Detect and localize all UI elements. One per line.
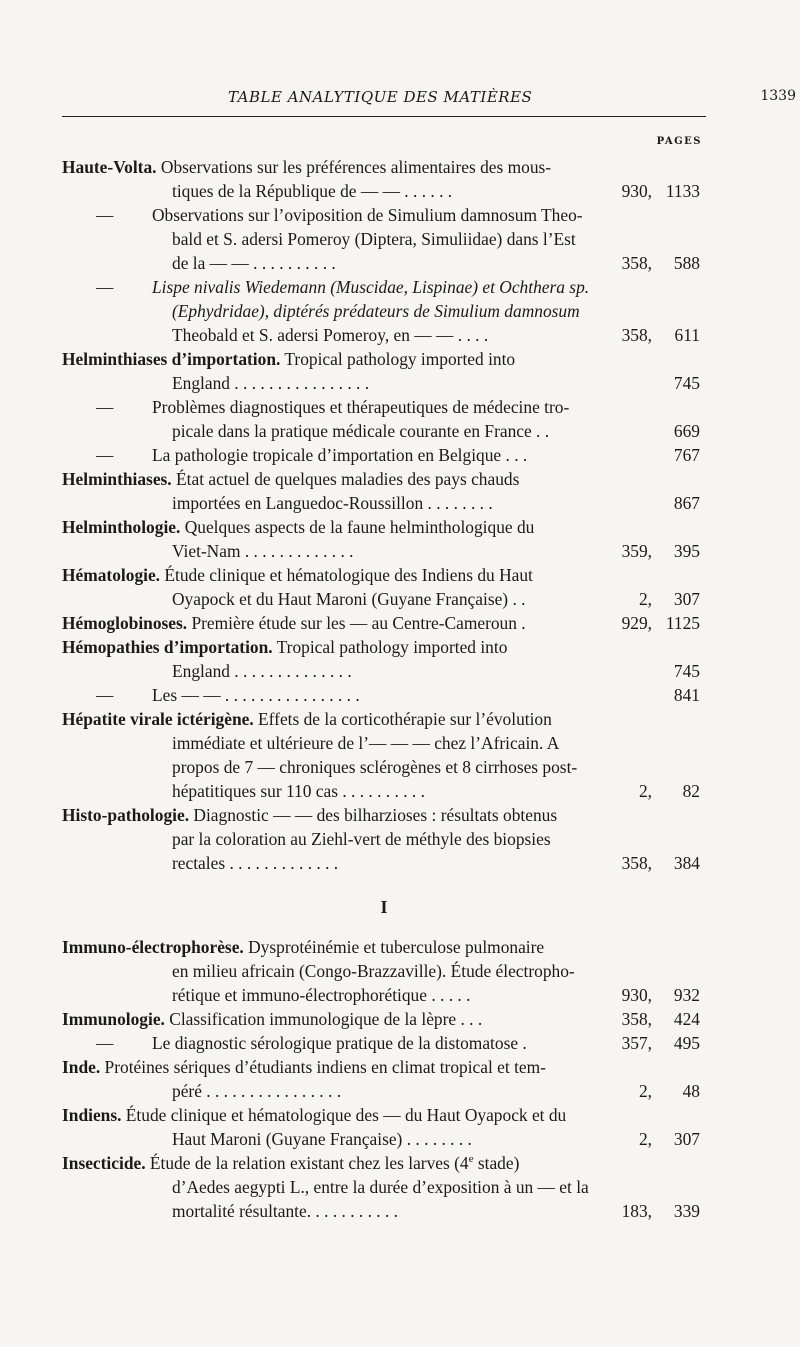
entry-heading: Haute-Volta. [62, 157, 157, 177]
entry-text: importées en Languedoc-Roussillon . . . . . . . . [172, 493, 493, 513]
page-ref: 932 [673, 985, 700, 1005]
index-entry [62, 1007, 706, 1031]
entry-text: d’Aedes aegypti L., entre la durée d’exposition à un — et la [172, 1177, 589, 1197]
index-entry [62, 515, 706, 563]
index-subentry [62, 1031, 706, 1055]
entry-text: Les — — . . . . . . . . . . . . . . . . [152, 685, 360, 705]
page-ref: 357, [621, 1033, 652, 1053]
entry-heading: Indiens. [62, 1105, 122, 1125]
page-ref: 359, [621, 541, 652, 561]
page-ref: 929, [621, 613, 652, 633]
entry-text: Tropical pathology imported into [280, 349, 516, 369]
dash: — [96, 205, 114, 225]
page-ref: 358, [621, 253, 652, 273]
entry-text: Diagnostic — — des bilharzioses : résultats obtenus [189, 805, 558, 825]
index-entry [62, 563, 706, 611]
entry-text: Tropical pathology imported into [272, 637, 508, 657]
header-page-number: 1339 [760, 88, 796, 104]
dash: — [96, 445, 114, 465]
entry-text: picale dans la pratique médicale courante en France . . [172, 421, 550, 441]
superscript: e [468, 1153, 474, 1166]
page-ref: 767 [673, 445, 700, 465]
dash: — [96, 685, 114, 705]
page-ref: 495 [673, 1033, 700, 1053]
page-ref: 930, [621, 985, 652, 1005]
entry-text: rectales . . . . . . . . . . . . . [172, 853, 339, 873]
entry-text: Étude de la relation existant chez les larves (4 [145, 1153, 469, 1173]
entry-text: Theobald et S. adersi Pomeroy, en — — . . . . [172, 325, 489, 345]
dash: — [96, 277, 114, 297]
page-ref: 395 [673, 541, 700, 561]
index-entry [62, 155, 706, 203]
page-ref: 307 [673, 589, 700, 609]
dash: — [96, 397, 114, 417]
entry-text: Haut Maroni (Guyane Française) . . . . . . . . [172, 1129, 472, 1149]
entry-text: Protéines sériques d’étudiants indiens en climat tropical et tem- [100, 1057, 546, 1077]
entry-text: Lispe nivalis Wiedemann (Muscidae, Lispinae) et Ochthera sp. [152, 277, 590, 297]
entry-heading: Hémoglobinoses. [62, 613, 188, 633]
running-header [62, 88, 796, 110]
page-ref: 358, [621, 853, 652, 873]
entry-text: mortalité résultante. . . . . . . . . . . [172, 1201, 399, 1221]
page-ref: 384 [673, 853, 700, 873]
page-ref: 48 [682, 1081, 700, 1101]
page-ref: 867 [673, 493, 700, 513]
entry-text: Quelques aspects de la faune helminthologique du [180, 517, 535, 537]
page-ref: 183, [621, 1201, 652, 1221]
entry-text: La pathologie tropicale d’importation en Belgique . . . [152, 445, 528, 465]
index-entry [62, 707, 706, 803]
index-entry [62, 347, 706, 395]
entry-text: England . . . . . . . . . . . . . . . . [172, 373, 370, 393]
page-ref: 1133 [665, 181, 700, 201]
entry-heading: Helminthiases d’importation. [62, 349, 281, 369]
entry-text: stade) [473, 1153, 520, 1173]
page-ref: 745 [673, 373, 700, 393]
entry-text: (Ephydridae), diptérés prédateurs de Simulium damnosum [172, 301, 580, 321]
entry-text: propos de 7 — chroniques sclérogènes et 8 cirrhoses post- [172, 757, 578, 777]
section-letter: I [380, 897, 388, 917]
index-entry [62, 611, 706, 635]
index-entry [62, 467, 706, 515]
entry-text: Oyapock et du Haut Maroni (Guyane Française) . . [172, 589, 526, 609]
index-subentry [62, 275, 706, 347]
index-entry [62, 1103, 706, 1151]
page-ref: 588 [673, 253, 700, 273]
index-subentry [62, 443, 706, 467]
index-subentry [62, 683, 706, 707]
entry-text: Dysprotéinémie et tuberculose pulmonaire [243, 937, 545, 957]
page-ref: 745 [673, 661, 700, 681]
page-ref: 1125 [665, 613, 700, 633]
pages-column-label: PAGES [656, 136, 702, 147]
entry-text: Problèmes diagnostiques et thérapeutiques de médecine tro- [152, 397, 570, 417]
entry-text: Observations sur l’oviposition de Simulium damnosum Theo- [152, 205, 583, 225]
entry-text: Effets de la corticothérapie sur l’évolution [253, 709, 552, 729]
page-ref: 358, [621, 325, 652, 345]
entry-text: tiques de la République de — — . . . . . . [172, 181, 453, 201]
dash: — [96, 1033, 114, 1053]
entry-text: Le diagnostic sérologique pratique de la distomatose . [152, 1033, 527, 1053]
entry-heading: Hématologie. [62, 565, 161, 585]
entry-text: État actuel de quelques maladies des pays chauds [171, 469, 520, 489]
entry-heading: Hépatite virale ictérigène. [62, 709, 254, 729]
entry-text: England . . . . . . . . . . . . . . [172, 661, 352, 681]
page-ref: 841 [673, 685, 700, 705]
index-entry [62, 1151, 706, 1223]
page-ref: 2, [638, 781, 652, 801]
entry-text: Observations sur les préférences alimentaires des mous- [156, 157, 552, 177]
page-ref: 669 [673, 421, 700, 441]
entry-text: de la — — . . . . . . . . . . [172, 253, 336, 273]
entry-text: Classification immunologique de la lèpre . . . [164, 1009, 483, 1029]
index-subentry [62, 395, 706, 443]
entry-text: hépatitiques sur 110 cas . . . . . . . . . . [172, 781, 425, 801]
entry-heading: Immunologie. [62, 1009, 165, 1029]
page-ref: 2, [638, 589, 652, 609]
page-ref: 358, [621, 1009, 652, 1029]
index-entry [62, 635, 706, 683]
entry-text: Première étude sur les — au Centre-Cameroun . [187, 613, 526, 633]
entry-text: en milieu africain (Congo-Brazzaville). Étude électropho- [172, 961, 575, 981]
entry-text: bald et S. adersi Pomeroy (Diptera, Simuliidae) dans l’Est [172, 229, 576, 249]
entry-heading: Inde. [62, 1057, 101, 1077]
index-entries [62, 155, 706, 1223]
entry-heading: Immuno-électrophorèse. [62, 937, 244, 957]
page-ref: 339 [673, 1201, 700, 1221]
page-ref: 424 [673, 1009, 700, 1029]
page-ref: 2, [638, 1129, 652, 1149]
page-ref: 2, [638, 1081, 652, 1101]
entry-text: rétique et immuno-électrophorétique . . . . . [172, 985, 471, 1005]
entry-text: Étude clinique et hématologique des Indiens du Haut [160, 565, 533, 585]
entry-text: immédiate et ultérieure de l’— — — chez l’Africain. A [172, 733, 560, 753]
page-ref: 307 [673, 1129, 700, 1149]
index-subentry [62, 203, 706, 275]
page-ref: 82 [682, 781, 700, 801]
entry-text: péré . . . . . . . . . . . . . . . . [172, 1081, 342, 1101]
header-rule [62, 116, 706, 117]
entry-text: Étude clinique et hématologique des — du Haut Oyapock et du [121, 1105, 567, 1125]
entry-text: par la coloration au Ziehl-vert de méthyle des biopsies [172, 829, 551, 849]
index-entry [62, 803, 706, 875]
index-entry [62, 1055, 706, 1103]
page-ref: 930, [621, 181, 652, 201]
entry-heading: Helminthologie. [62, 517, 181, 537]
entry-heading: Histo-pathologie. [62, 805, 190, 825]
entry-heading: Helminthiases. [62, 469, 172, 489]
entry-text: Viet-Nam . . . . . . . . . . . . . [172, 541, 354, 561]
page-ref: 611 [674, 325, 700, 345]
entry-heading: Insecticide. [62, 1153, 146, 1173]
index-entry [62, 935, 706, 1007]
header-title: TABLE ANALYTIQUE DES MATIÈRES [228, 88, 533, 106]
entry-heading: Hémopathies d’importation. [62, 637, 273, 657]
